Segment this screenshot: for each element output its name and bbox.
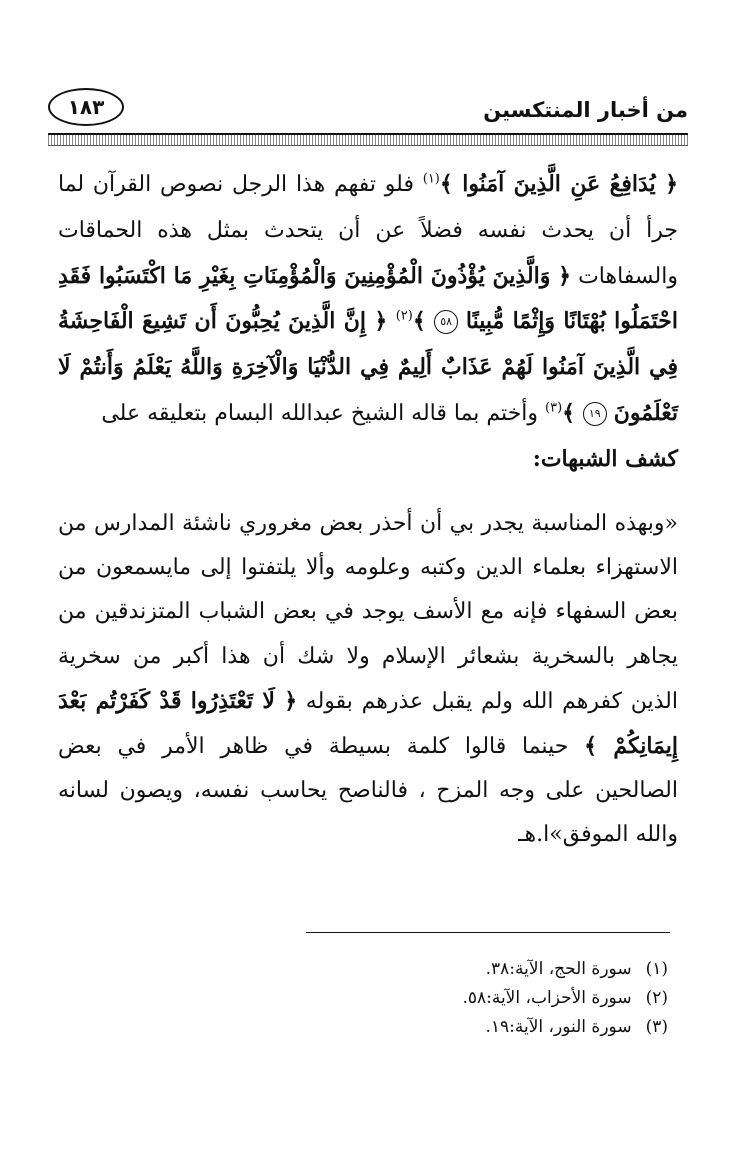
footnote-ref: (٢) xyxy=(395,309,413,325)
paragraph-text: فلو تفهم هذا الرجل نصوص القرآن لما جرأ أن يحدث نفسه فضلاً عن أن يتحدث بمثل هذه الحماقات والسفاهات xyxy=(58,172,678,289)
footnote-number: (٣) xyxy=(645,1017,668,1037)
ayah-number-marker: ١٩ xyxy=(583,402,607,426)
footnote-ref: (١) xyxy=(422,171,440,187)
footnote-divider xyxy=(306,932,670,933)
footnote-number: (١) xyxy=(645,959,668,979)
footnote-ref: (٣) xyxy=(545,400,563,416)
subheading: كشف الشبهات: xyxy=(532,445,678,472)
quran-bracket: ﴾ xyxy=(412,308,435,335)
main-paragraph xyxy=(58,162,678,483)
quran-verse: ﴿ وَالَّذِينَ يُؤْذُونَ الْمُؤْمِنِينَ وَالْمُؤْمِنَاتِ بِغَيْرِ مَا اكْتَسَبُوا فَقَدِ احْتَمَلُوا بُهْتَانًا وَإِثْمًا مُّبِينًا xyxy=(58,262,678,335)
footnote-text: سورة الحج، الآية:٣٨. xyxy=(485,959,632,979)
page-number: ١٨٣ xyxy=(48,88,124,126)
quran-verse: ﴿ لَا تَعْتَذِرُوا قَدْ كَفَرْتُم بَعْدَ إِيمَانِكُمْ ﴾ xyxy=(58,687,678,760)
footnote-text: سورة النور، الآية:١٩. xyxy=(485,1017,632,1037)
quran-verse: ﴿ إِنَّ الَّذِينَ يُحِبُّونَ أَن تَشِيعَ الْفَاحِشَةُ فِي الَّذِينَ آمَنُوا لَهُمْ عَذَابٌ أَلِيمٌ فِي الدُّنْيَا وَالْآخِرَةِ وَاللَّهُ يَعْلَمُ وَأَنتُمْ لَا تَعْلَمُونَ xyxy=(58,308,678,426)
footnote-number: (٢) xyxy=(645,988,668,1008)
ayah-number-marker: ٥٨ xyxy=(434,310,458,334)
quote-text: «وبهذه المناسبة يجدر بي أن أحذر بعض مغروري ناشئة المدارس من الاستهزاء بعلماء الدين وكتبه وعلومه وألا يلتفتوا إلى مايسمعون من بعض السفهاء فإنه مع الأسف يوجد في بعض الشباب المتزندقين من يجاهر بالسخرية بشعائر الإسلام ولا شك أن هذا أكبر من سخرية الذين كفرهم الله ولم يقبل عذرهم بقوله xyxy=(58,511,678,714)
footnote-item xyxy=(300,1013,668,1042)
paragraph-text: وأختم بما قاله الشيخ عبدالله البسام بتعليقه على xyxy=(101,400,546,426)
footnote-item xyxy=(300,955,668,984)
quote-text: حينما قالوا كلمة بسيطة في ظاهر الأمر في بعض الصالحين على وجه المزح ، فالناصح يحاسب نفسه، ويصون لسانه والله الموفق»ا.هـ xyxy=(58,734,678,848)
quran-bracket: ﴾ xyxy=(562,399,583,426)
footnote-item xyxy=(300,984,668,1013)
header-rule xyxy=(48,133,688,146)
running-header xyxy=(48,88,688,134)
quoted-paragraph xyxy=(58,502,678,858)
quran-verse: ﴿ يُدَافِعُ عَنِ الَّذِينَ آمَنُوا ﴾ xyxy=(439,171,678,197)
footnote-text: سورة الأحزاب، الآية:٥٨. xyxy=(462,988,632,1008)
footnotes xyxy=(300,955,668,1042)
chapter-title: من أخبار المنتكسين xyxy=(483,98,688,122)
